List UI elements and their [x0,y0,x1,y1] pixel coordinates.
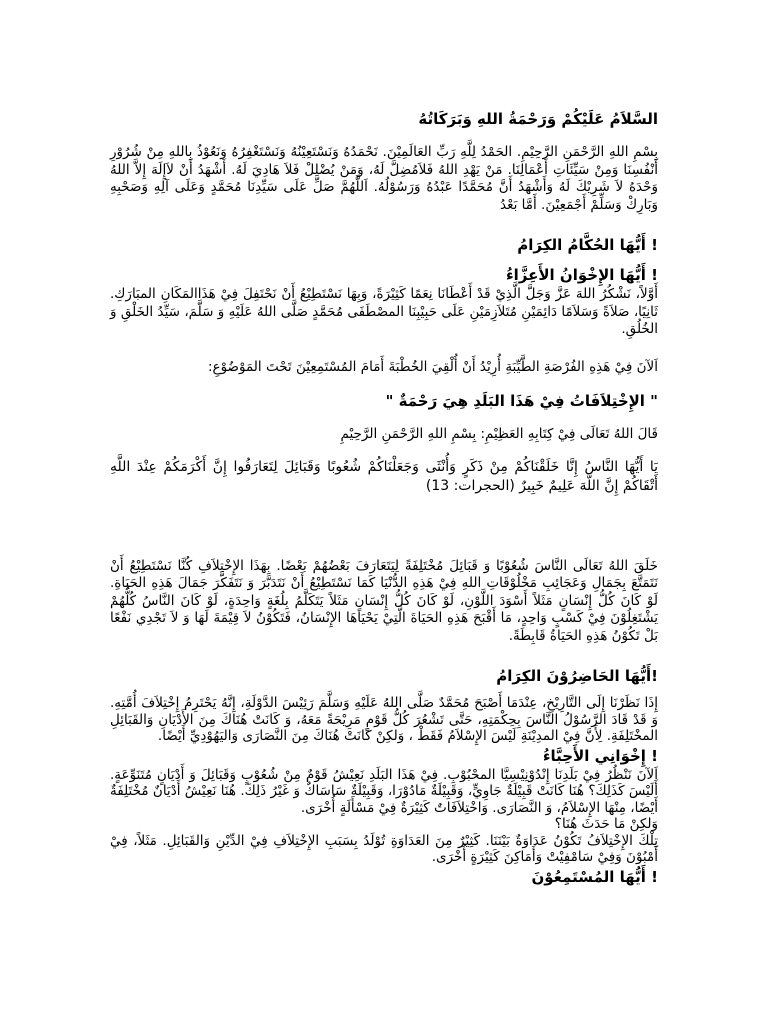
speech-document [110,108,658,888]
address-attendees-heading: !أَيُّهَا الحَاضِرُوْنَ الكِرَامُ [496,667,658,685]
history-paragraph: إِذَا نَظَرْنَا إِلَى التَّارِيْخِ، عِنْدَمَا أَصْبَحَ مُحَمَّدٌ صَلَّى اللهُ عَلَيْهِ وَسَلَّمَ رَئِيْسَ الدَّوْلَةِ، إِنَّهُ يَحْتَرِمُ إِخْتِلاَفَ أُمَّتِهِ. وَ قَدْ قَادَ الرَّسُوْلُ النَّاسَ بِحِكْمَتِهِ، حَتَّى تَشْعُرَ كُلُّ قَوْمٍ مَرِيْحَةً مَعَهُ، وَ كَانَتْ هُنَاكَ مِنَ الأَدْيَانِ وَالقَبَائِلِ المخْتَلِفَةِ. لِأَنَّ فِيْ المدِيْنَةِ لَيْسَ الإِسْلاَمُ فَقَطْ ، وَلكِنْ كَانَتْ هُنَاكَ مِنَ النَّصَارَى وَاليَهُوْدِيِّ أَيْضًا. [110,695,658,744]
address-my-brothers-heading: ! إِخْوَانِي الأَحِبَّاءُ [542,746,658,765]
address-brothers-heading: ! أَيُّهَا الإِخْوَانُ الأَعِزَّاءُ [506,266,658,284]
address-listeners-heading: ! أَيُّهَا المُسْتَمِعُوْنَ [531,867,658,886]
creation-paragraph: خَلَقَ اللهُ تَعَالَى النَّاسَ شُعُوْبًا وَ قَبَائِلَ مُخْتَلِفَةً لِيَتَعَارَفَ بَعْضُهُمْ بَعْضًا. بِهَذَا الإِخْتِلاَفِ كُنَّا نَسْتَطِيْعُ أَنْ نَتَمَتَّعَ بِجَمَالِ وَعَجَائِبِ مَخْلُوْقَاتِ اللهِ فِيْ هَذِهِ الدُّنْيَا كَمَا نَسْتَطِيْعُ أَنْ نَتَدَبَّرَ وَ نَتَفَكَّرَ جَمَالَ هَذِهِ الحَيَاةِ. لَوْ كَانَ كُلُّ إِنْسَانٍ مَثَلاً أَسْوَدَ اللَّوْنِ، لَوْ كَانَ كُلُّ إِنْسَانٍ مَثَلاً يَتَكَلَّمُ بِلُغَةٍ وَاحِدَةٍ، لَوْ كَانَ النَّاسُ كُلُّهُمْ يَشْتَغِلُوْنَ فِيْ كَسْبٍ وَاحِدٍ، مَا أَقْبَحَ هَذِهِ الحَيَاةَ الَّتِيْ يَحْيَاهَا الإِنْسَانُ، فَتَكُوْنُ لاَ قِيْمَةَ لَهَا وَ لاَ تَجْدِي نَفْعًا بَلْ تَكُوْنُ هَذِهِ الحَيَاةُ قَابِطَةً. [110,557,658,644]
thanks-paragraph: أَوَّلاً، نَشْكُرُ اللهَ عَزَّ وَجَلَّ الَّذِيْ قَدْ أَعْطَانَا نِعَمًا كَثِيْرَةً، وَبِهَا نَسْتَطِيْعُ أَنْ نَحْتَفِلَ فِيْ هَذَاالمَكَانِ المبَارَكِ. ثَانِيًا، صَلاَةً وَسَلاَمًا دَائِمَيْنِ مُتَلاَزِمَيْنِ عَلَى حَبِيْبِنَا المصْطَفَى مُحَمَّدٍ صَلَّى اللهُ عَلَيْهِ وَ سَلَّمَ، سَيِّدُ الخَلْقِ وَ الخُلُقِ. [110,286,658,337]
greeting-heading: السَّلاَمُ عَلَيْكُمْ وَرَحْمَةُ اللهِ وَبَرَكَاتُهُ [418,110,658,128]
opening-prayer-paragraph: بِسْمِ اللهِ الرَّحْمَنِ الرَّحِيْمِ. الحَمْدُ لِلَّهِ رَبِّ العَالَمِيْنَ. نَحْمَدُهُ وَنَسْتَعِيْنُهُ وَنَسْتَغْفِرُهُ وَنَعُوْذُ بِاللهِ مِنْ شُرُوْرِ أَنْفُسِنَا وَمِنْ سَيِّئَاتِ أَعْمَالِنَا. مَنْ يَهْدِ اللهُ فَلاَمُضِلَّ لَهُ، وَمَنْ يُضْلِلْ فَلاَ هَادِيَ لَهُ. أَشْهَدُ أَنْ لاَإِلَهَ إِلاَّ اللهُ وَحْدَهُ لاَ شَرِيْكَ لَهُ وَأَشْهَدُ أَنَّ مُحَمَّدًا عَبْدُهُ وَرَسُوْلُهُ. اَللَّهُمَّ صَلِّ عَلَى سَيِّدِنَا مُحَمَّدٍ وَعَلَى آلِهِ وَصَحْبِهِ وَبَارِكْ وَسَلِّمْ أَجْمَعِيْنَ. أَمَّا بَعْدُ [110,144,658,213]
question-line: وَلكِنْ مَا حَدَثَ هُنَا؟ [554,816,658,832]
topic-title-heading: " الإِخْتِلاَفَاتُ فِيْ هَذَا البَلَدِ هِيَ رَحْمَةٌ " [385,392,658,410]
indonesia-paragraph: اَلآنَ نَنْظُرُ فِيْ بَلَدِنَا إِنْدُوْنِيْسِيَّا المحْبُوْبِ. فِيْ هَذَا البَلَدِ نَعِيْشُ قَوْمٌ مِنْ شُعُوْبٍ وَقَبَائِلَ وَ أَدْيَانٍ مُتَنَوِّعَةٍ. أَلَيْسَ كَذَلِكَ؟ هُنَا كَانَتْ قَبِيْلَةٌ جَاوِيٍّ، وَقَبِيْلَةٌ مَادُوْرَا، وَقَبِيْلَةٌ سَاسَاكٌ وَ غَيْرُ ذَلِكَ. هُنَا نَعِيْشُ أَدْيَانٌ مُخْتَلِفَةٌ أَيْضًا، مِنْهَا الإِسْلاَمُ، وَ النَّصَارَى. وَاخْتِلاَفَاتٌ كَثِيْرَةٌ فِيْ مَسْأَلَةٍ أُخْرَى. [110,766,658,816]
enmity-paragraph: تِلْكَ الإِخْتِلاَفُ تَكُوْنُ عَدَاوَةٌ بَيْنَنَا. كَثِيْرٌ مِنَ العَدَاوَةِ تُوْلَدُ بِسَبَبِ الإِخْتِلاَفِ فِيْ الدِّيْنِ وَالقَبَائِلِ. مَثَلاً، فِيْ أَمْبُوْنَ وَفِيْ سَامْفِيْتْ وَأَمَاكِنَ كَثِيْرَةٍ أُخْرَى. [110,832,658,865]
quran-verse: يَا أَيُّهَا النَّاسُ إِنَّا خَلَقْنَاكُمْ مِنْ ذَكَرٍ وَأُنْثَى وَجَعَلْنَاكُمْ شُعُوبًا وَقَبَائِلَ لِتَعَارَفُوا إِنَّ أَكْرَمَكُمْ عِنْدَ اللَّهِ أَتْقَاكُمْ إِنَّ اللَّهَ عَلِيمٌ خَبِيرٌ (الحجرات: 13) [110,458,658,494]
address-judges-heading: ! أَيُّهَا الحُكَّامُ الكِرَامُ [517,236,658,254]
quran-intro-line: قَالَ اللهُ تَعَالَى فِيْ كِتَابِهِ العَظِيْمِ: بِسْمِ اللهِ الرَّحْمَنِ الرَّحِيْمِ [340,426,658,442]
topic-intro-paragraph: اَلآنَ فِيْ هَذِهِ الفُرْصَةِ الطَّيِّبَةِ أُرِيْدُ أَنْ أُلْقِيَ الخُطْبَةَ أَمَامَ المُسْتَمِعِيْنَ تَحْتَ المَوْضُوْعِ: [207,358,658,375]
